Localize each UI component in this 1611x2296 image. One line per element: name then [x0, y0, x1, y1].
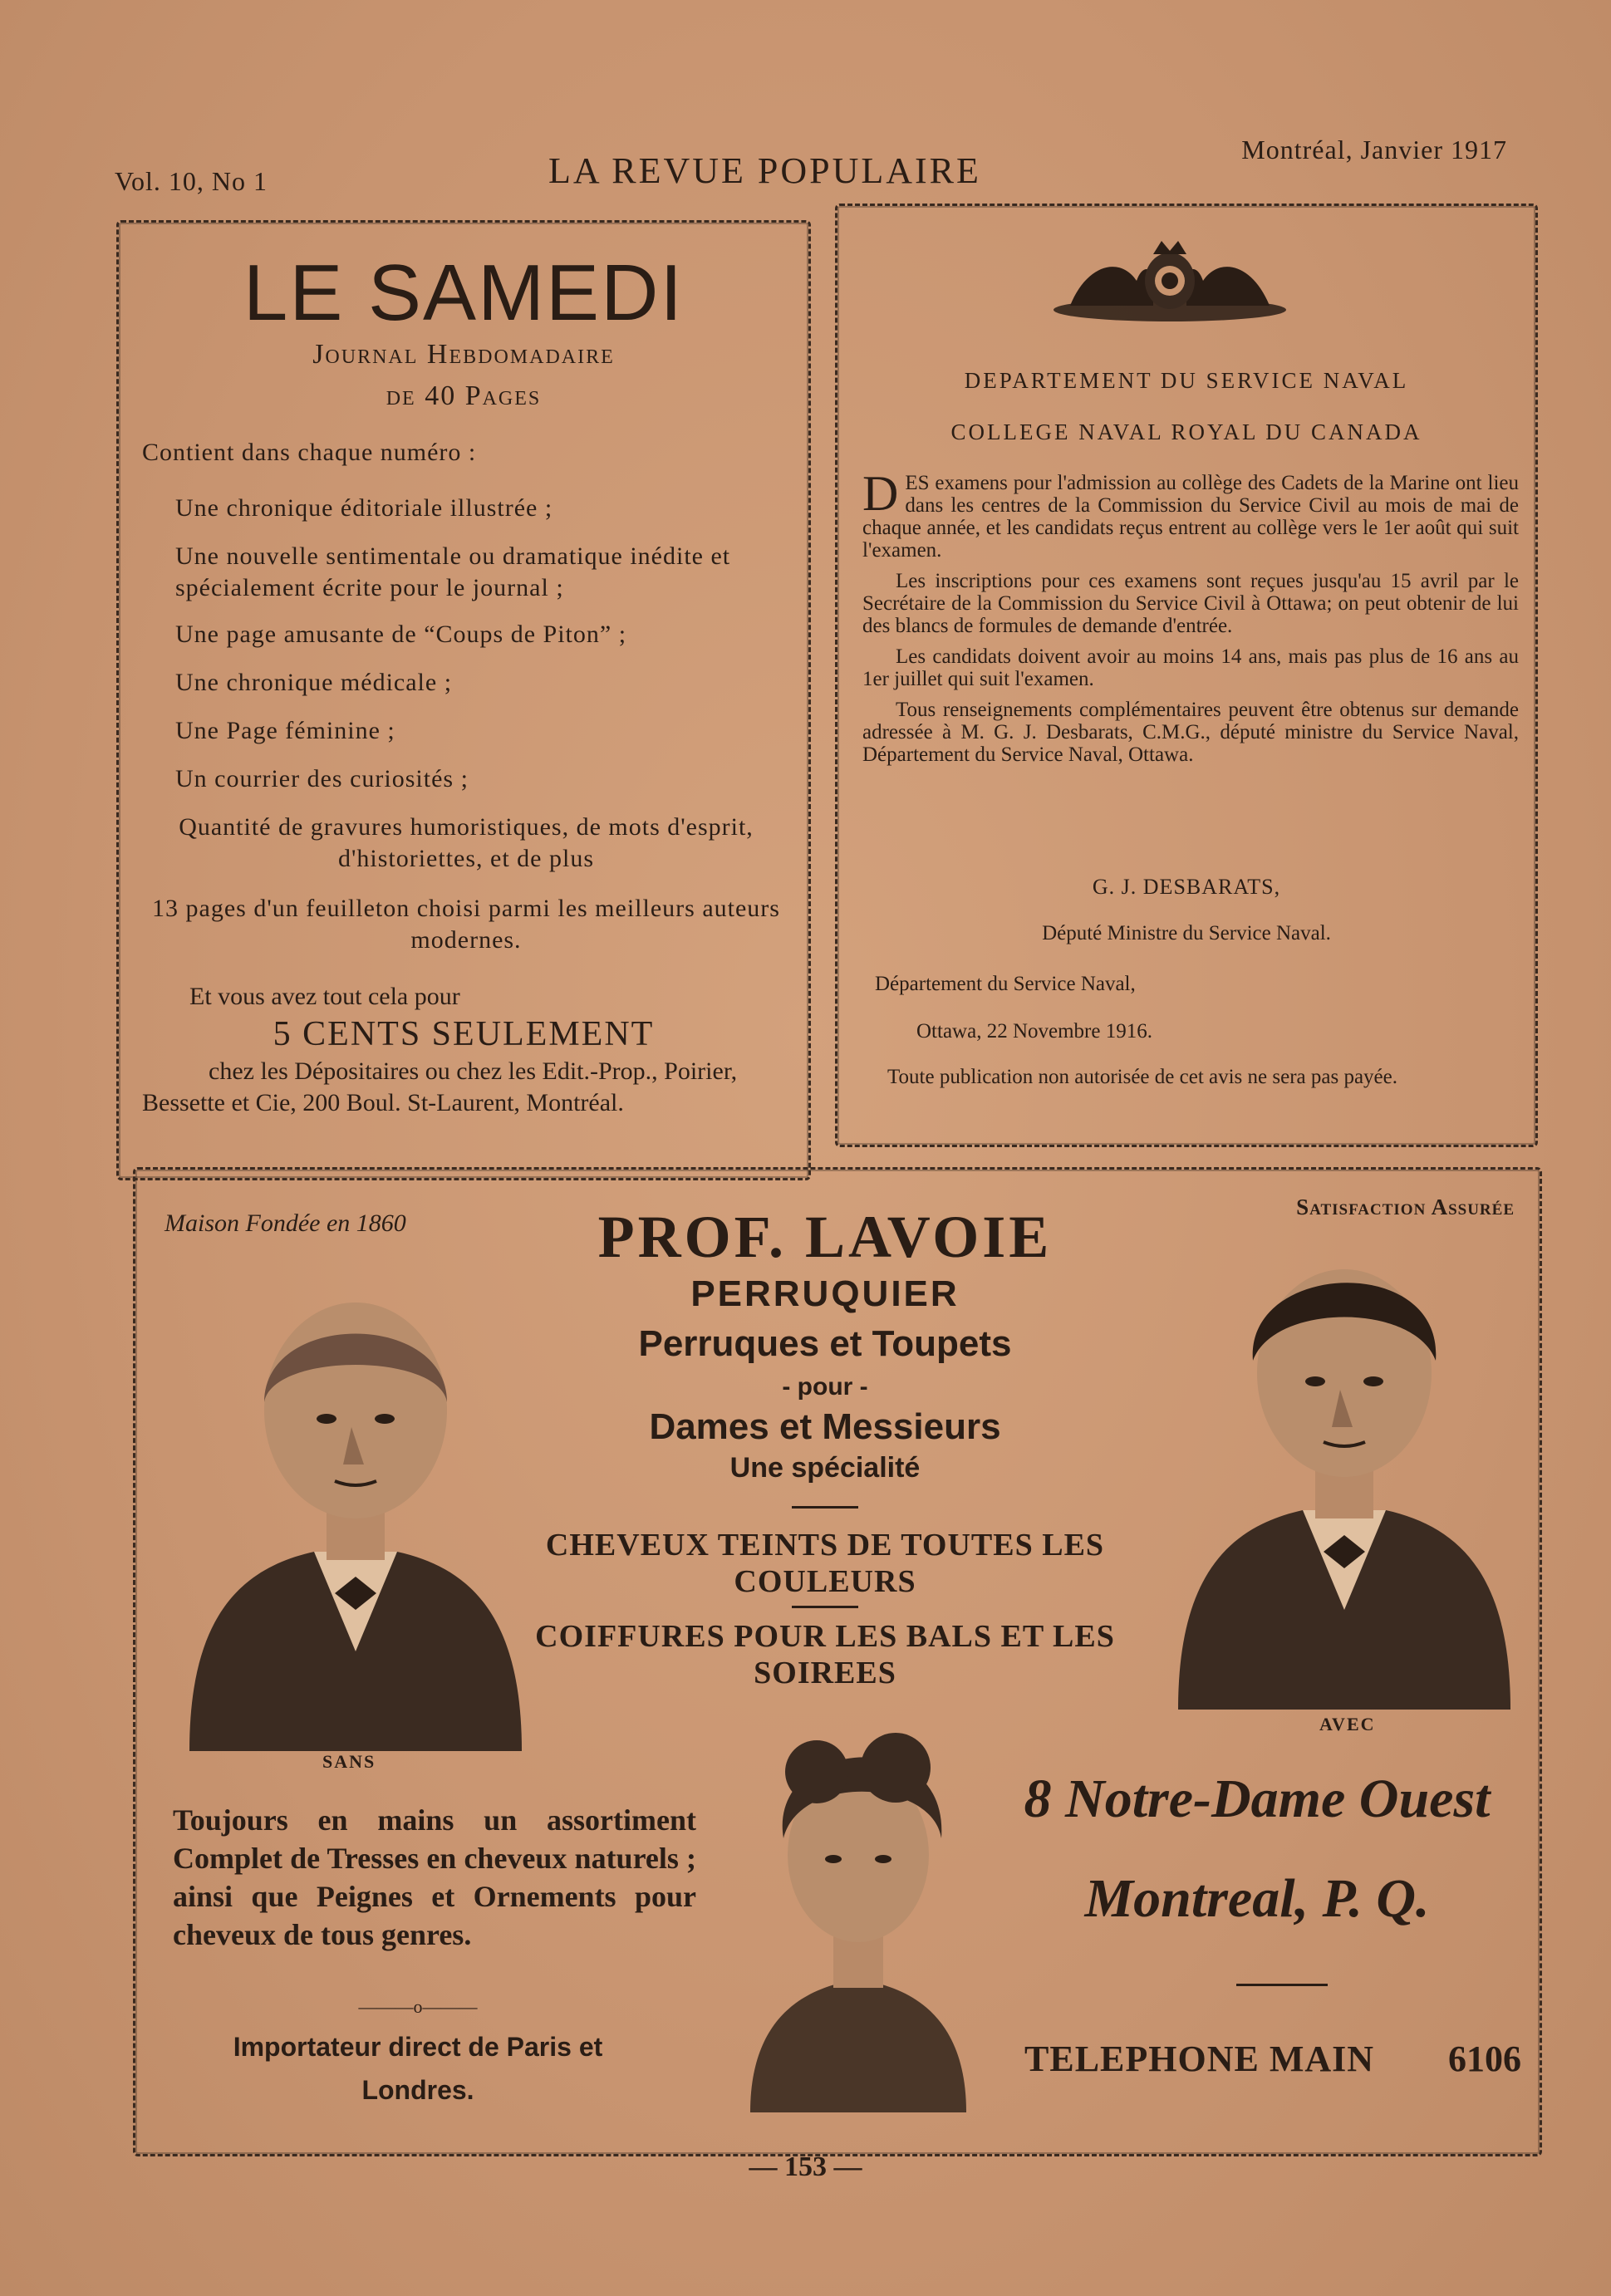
volume-number: Vol. 10, No 1: [115, 166, 268, 196]
divider: ———o———: [358, 1996, 478, 2017]
divider: [792, 1506, 858, 1509]
naval-dept-line: Département du Service Naval,: [875, 973, 1136, 995]
lavoie-dames: Dames et Messieurs: [649, 1406, 1001, 1447]
lavoie-address: 8 Notre-Dame Ouest: [1024, 1769, 1491, 1829]
lavoie-city: Montreal, P. Q.: [1084, 1868, 1430, 1929]
samedi-page-count: de 40 Pages: [386, 380, 542, 411]
lavoie-pour: - pour -: [782, 1373, 868, 1401]
le-samedi-ad: [116, 220, 811, 1180]
lavoie-telephone-number: 6106: [1448, 2038, 1521, 2079]
samedi-title: LE SAMEDI: [243, 248, 685, 337]
drop-cap: D: [862, 466, 899, 521]
paragraph: Tous renseignements complémentaires peuvent être obtenus sur demande adressée à M. G. J. Desbarats, C.M.G., député ministre du Service Naval, Département du Service Naval, Ottawa.: [862, 699, 1519, 766]
list-item: Une nouvelle sentimentale ou dramatique inédite et spécialement écrite pour le journal ;: [175, 542, 731, 601]
dateline: Montréal, Janvier 1917: [1241, 135, 1507, 164]
bald-man-portrait: [173, 1261, 538, 1751]
samedi-closing: Et vous avez tout cela pour: [189, 983, 460, 1010]
portrait-caption-avec: AVEC: [1319, 1714, 1376, 1734]
naval-signatory-role: Député Ministre du Service Naval.: [1042, 922, 1331, 944]
magazine-title: LA REVUE POPULAIRE: [548, 150, 981, 191]
lavoie-satisfaction: Satisfaction Assurée: [1296, 1195, 1515, 1219]
lavoie-cheveux: CHEVEUX TEINTS DE TOUTES LES COULEURS: [545, 1528, 1105, 1599]
lavoie-importer: Importateur direct de Paris et Londres.: [233, 2032, 603, 2105]
lavoie-name: PROF. LAVOIE: [597, 1204, 1053, 1270]
naval-college-heading: COLLEGE NAVAL ROYAL DU CANADA: [950, 419, 1422, 444]
samedi-contents-list: [142, 484, 790, 956]
paragraph: Les inscriptions pour ces examens sont reçues jusqu'au 15 avril par le Secrétaire de la Commission du Service Civil à Ottawa; on peut obtenir de lui des blancs de formules de demande d'entrée.: [862, 570, 1519, 637]
samedi-subtitle: Journal Hebdomadaire: [312, 339, 615, 370]
lavoie-speciality: Une spécialité: [729, 1452, 921, 1484]
naval-body: [862, 466, 1519, 774]
list-item: Une page amusante de “Coups de Piton” ;: [175, 621, 627, 648]
list-item: Une chronique éditoriale illustrée ;: [175, 494, 553, 522]
samedi-intro: Contient dans chaque numéro :: [142, 439, 477, 466]
divider: [792, 1606, 858, 1608]
divider: [1236, 1984, 1328, 1986]
samedi-price: 5 CENTS SEULEMENT: [273, 1015, 655, 1053]
naval-date-line: Ottawa, 22 Novembre 1916.: [916, 1020, 1152, 1043]
naval-signature: G. J. DESBARATS,: [1092, 875, 1281, 899]
naval-department-heading: DEPARTEMENT DU SERVICE NAVAL: [964, 368, 1409, 393]
list-item: Un courrier des curiosités ;: [175, 765, 469, 792]
lavoie-profession: PERRUQUIER: [690, 1273, 960, 1314]
list-item: 13 pages d'un feuilleton choisi parmi les meilleurs auteurs modernes.: [152, 895, 780, 954]
list-item: Une chronique médicale ;: [175, 669, 453, 696]
lavoie-founded: Maison Fondée en 1860: [165, 1209, 406, 1237]
paragraph: Les candidats doivent avoir au moins 14 ans, mais pas plus de 16 ans au 1er juillet qui suit l'examen.: [862, 645, 1519, 690]
naval-notice: [835, 204, 1538, 1147]
royal-crest-icon: [1037, 231, 1303, 331]
list-item: Quantité de gravures humoristiques, de mots d'esprit, d'historiettes, et de plus: [179, 813, 754, 872]
lavoie-ad: [133, 1167, 1542, 2156]
lavoie-telephone: TELEPHONE MAIN: [1024, 2038, 1375, 2079]
paragraph: DES examens pour l'admission au collège des Cadets de la Marine ont lieu dans les centres de la Commission du Service Civil au mois de mai de chaque année, et les candidats reçus entrent au collège vers le 1er août qui suit l'examen.: [862, 466, 1519, 562]
page-number: — 153 —: [749, 2151, 862, 2182]
lavoie-perruques: Perruques et Toupets: [638, 1323, 1012, 1364]
naval-note: Toute publication non autorisée de cet avis ne sera pas payée.: [887, 1066, 1397, 1088]
portrait-caption-sans: SANS: [322, 1751, 376, 1772]
woman-bust-portrait: [717, 1722, 1000, 2112]
lavoie-coiffures: COIFFURES POUR LES BALS ET LES SOIREES: [535, 1619, 1115, 1690]
lavoie-tresses: Toujours en mains un assortiment Complet de Tresses en cheveux naturels ; ainsi que Peignes et Ornements pour cheveux de tous genres.: [173, 1803, 696, 1951]
samedi-where: chez les Dépositaires ou chez les Edit.-Prop., Poirier, Bessette et Cie, 200 Boul. St-Laurent, Montréal.: [142, 1057, 738, 1116]
haired-man-portrait: [1166, 1228, 1523, 1710]
list-item: Une Page féminine ;: [175, 717, 395, 744]
